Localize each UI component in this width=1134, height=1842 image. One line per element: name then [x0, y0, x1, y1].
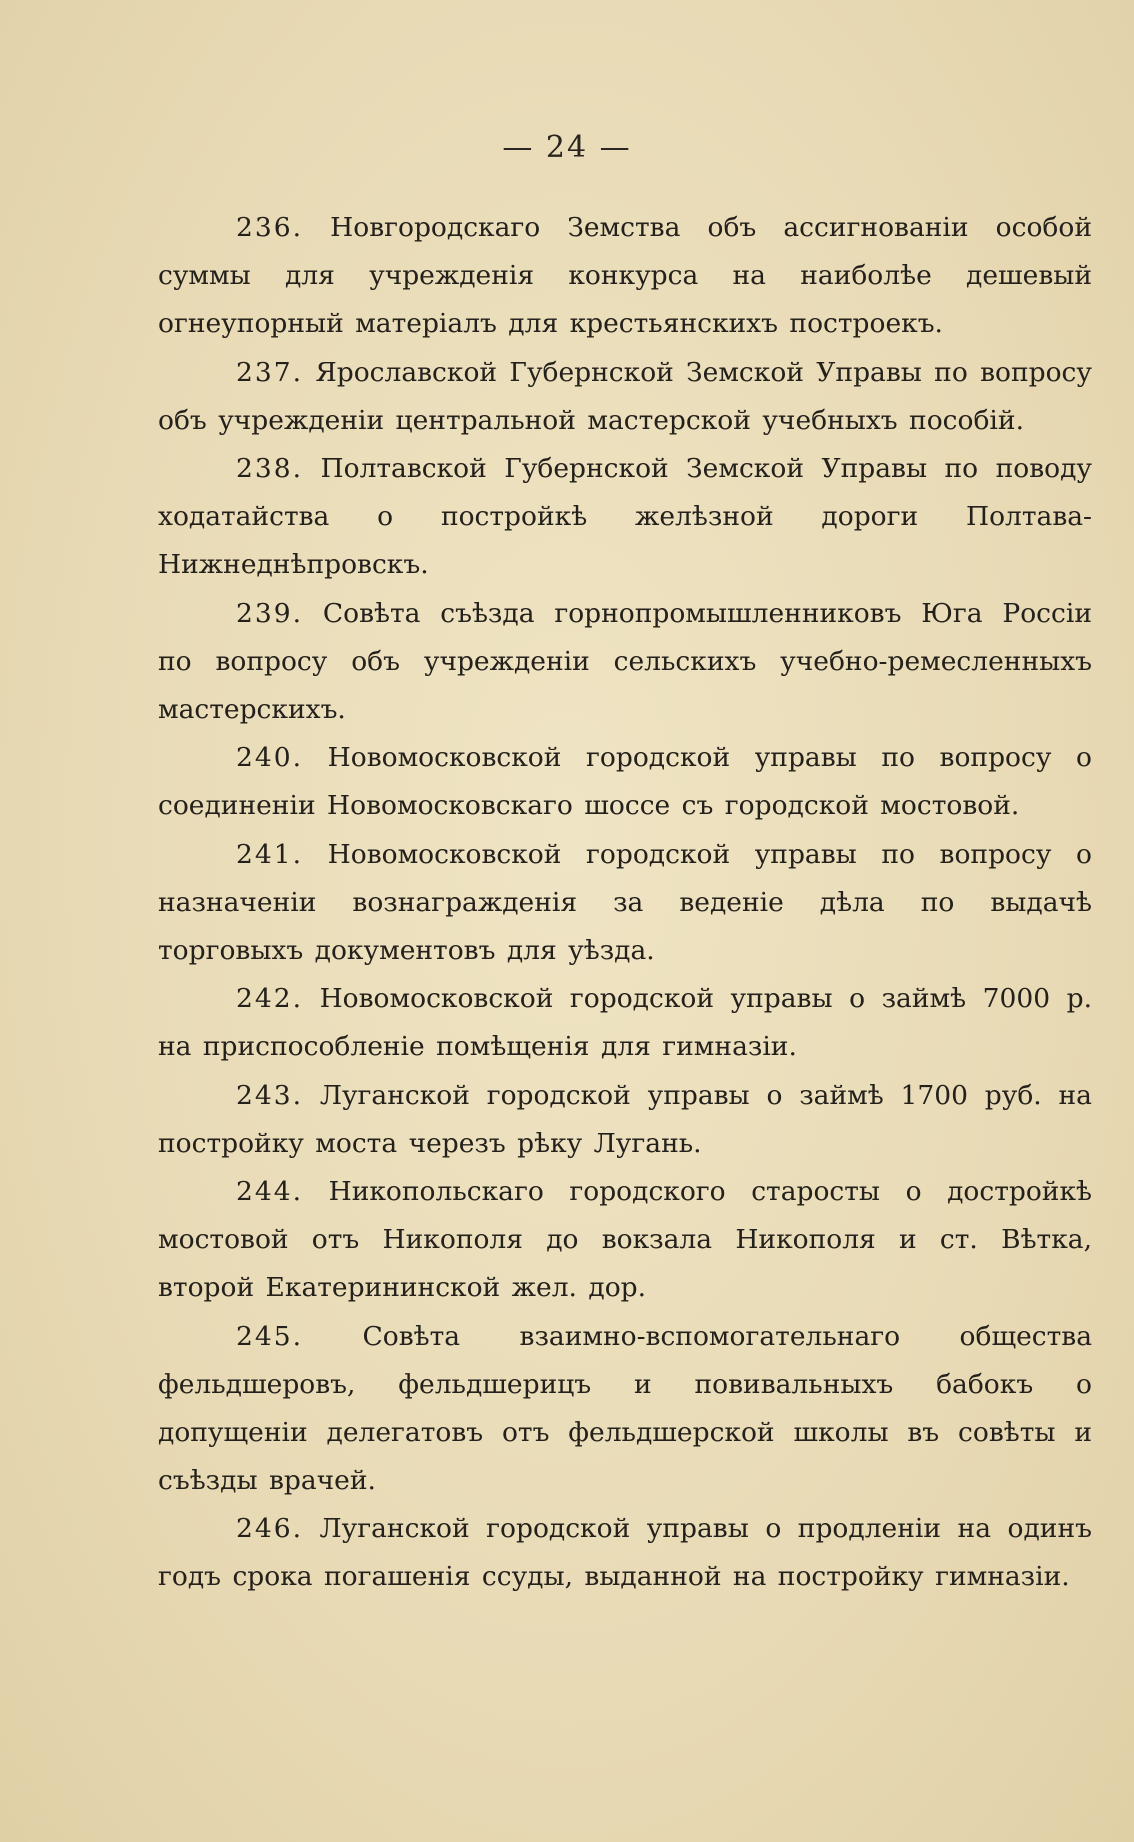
entry-text: Совѣта взаимно-вспомогательнаго общества фельдшеровъ, фельдшерицъ и повивальныхъ бабокъ о допущеніи делегатовъ отъ фельдшерской школы въ совѣты и съѣзды врачей. [158, 1320, 1092, 1496]
list-item [158, 1313, 1092, 1505]
entry-text: Новомосковской городской управы по вопросу о соединеніи Новомосковскаго шоссе съ городской мостовой. [158, 742, 1092, 821]
list-item [158, 445, 1092, 589]
list-item [158, 1072, 1092, 1168]
entry-text: Новомосковской городской управы о займѣ 7000 р. на приспособленіе помѣщенія для гимназіи. [158, 983, 1092, 1062]
list-item [158, 831, 1092, 975]
entry-number: 237. [236, 356, 304, 388]
list-item [158, 1168, 1092, 1312]
entry-text: Полтавской Губернской Земской Управы по поводу ходатайства о постройкѣ желѣзной дороги Полтава-Нижнеднѣпровскъ. [158, 453, 1092, 580]
entry-number: 245. [236, 1320, 304, 1352]
entry-number: 244. [236, 1176, 304, 1207]
entry-text: Совѣта съѣзда горнопромышленниковъ Юга Россіи по вопросу объ учрежденіи сельскихъ учебно-ремесленныхъ мастерскихъ. [158, 597, 1092, 725]
list-item [158, 590, 1092, 734]
entry-list [158, 204, 1092, 1602]
entry-text: Новгородскаго Земства объ ассигнованіи особой суммы для учрежденія конкурса на наиболѣе дешевый огнеупорный матеріалъ для крестьянскихъ построекъ. [158, 212, 1092, 339]
list-item [158, 204, 1092, 348]
list-item [158, 734, 1092, 830]
entry-number: 243. [236, 1079, 304, 1111]
entry-text: Ярославской Губернской Земской Управы по вопросу объ учрежденіи центральной мастерской учебныхъ пособій. [158, 356, 1092, 436]
entry-number: 242. [236, 983, 304, 1014]
entry-text: Новомосковской городской управы по вопросу о назначеніи вознагражденія за веденіе дѣла по выдачѣ торговыхъ документовъ для уѣзда. [158, 838, 1092, 966]
entry-number: 236. [236, 212, 304, 243]
entry-number: 238. [236, 453, 304, 484]
entry-number: 239. [236, 597, 304, 629]
entry-text: Никопольскаго городского старосты о достройкѣ мостовой отъ Никополя до вокзала Никополя и ст. Вѣтка, второй Екатерининской жел. дор. [158, 1176, 1092, 1303]
entry-number: 241. [236, 838, 304, 870]
entry-number: 246. [236, 1513, 304, 1544]
list-item [158, 1505, 1092, 1601]
entry-text: Луганской городской управы о продленіи на одинъ годъ срока погашенія ссуды, выданной на постройку гимназіи. [158, 1513, 1092, 1592]
entry-number: 240. [236, 742, 304, 773]
list-item [158, 349, 1092, 445]
list-item [158, 975, 1092, 1071]
page-number: — 24 — [502, 130, 632, 165]
entry-text: Луганской городской управы о займѣ 1700 руб. на постройку моста черезъ рѣку Лугань. [158, 1079, 1092, 1159]
